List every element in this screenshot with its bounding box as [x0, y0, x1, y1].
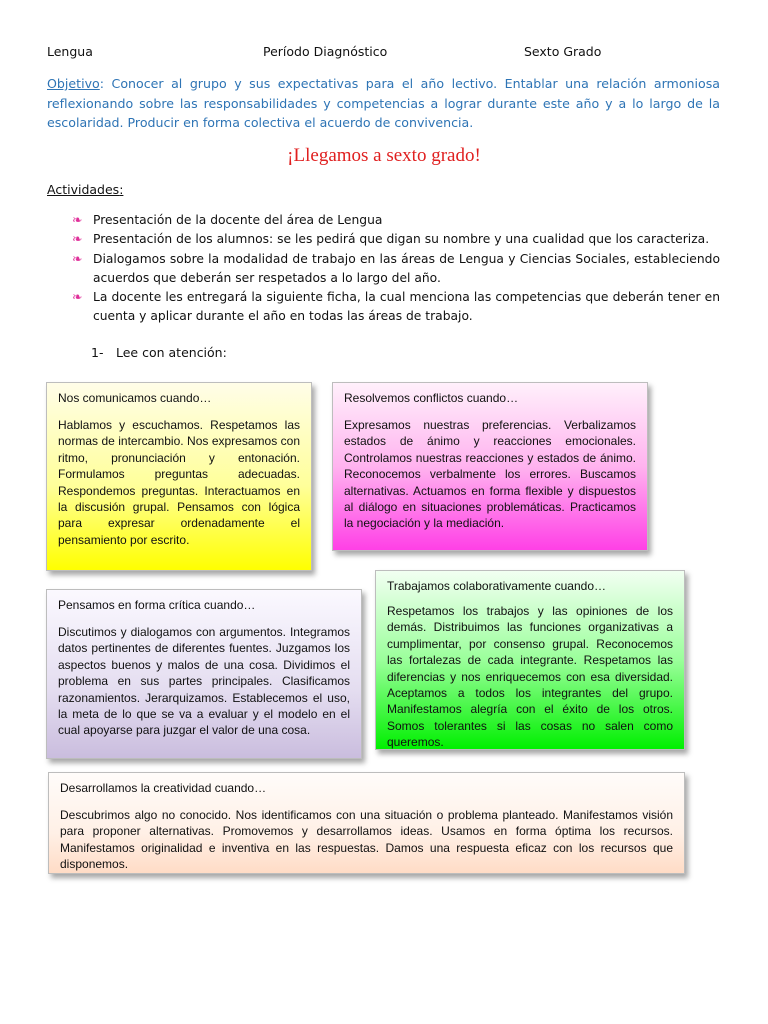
- card-title: Resolvemos conflictos cuando…: [344, 391, 519, 405]
- card-body: Discutimos y dialogamos con argumentos. Integramos datos pertinentes de diferentes fuentes. Juzgamos los aspectos buenos y malos de una cosa. Dividimos el problema en sus partes principales. Clasificamos razonamientos. Jerarquizamos. Establecemos el uso, la meta de lo que se va a evaluar y el modelo en el cual apoyarse para juzgar el valor de una cosa.: [58, 625, 350, 738]
- bullet-icon: ❧: [72, 251, 83, 266]
- card-body: Hablamos y escuchamos. Respetamos las normas de intercambio. Nos expresamos con ritmo, pronunciación y entonación. Formulamos preguntas adecuadas. Respondemos preguntas. Interactuamos en la discusión grupal. Pensamos con lógica para expresar ordenadamente el pensamiento por escrito.: [58, 418, 300, 547]
- card-collaboration: [375, 570, 685, 750]
- instruction: [91, 345, 227, 360]
- list-item: [72, 250, 720, 289]
- instruction-number: 1-: [91, 345, 104, 360]
- header-subject: Lengua: [47, 44, 93, 59]
- activities-list: [72, 211, 720, 327]
- bullet-icon: ❧: [72, 232, 83, 247]
- objective-paragraph: [47, 74, 720, 133]
- list-item: [72, 211, 720, 230]
- card-body: Respetamos los trabajos y las opiniones de los demás. Distribuimos las funciones organizativas a cumplimentar, por consenso grupal. Reconocemos las fortalezas de cada integrante. Respetamos las diferencias y nos enriquecemos con esa diversidad. Aceptamos a todos los integrantes del grupo. Manifestamos alegría con el éxito de los otros. Somos tolerantes si las cosas no salen como queremos.: [387, 604, 673, 750]
- instruction-text: Lee con atención:: [116, 345, 227, 360]
- activities-heading: [47, 182, 123, 197]
- bullet-icon: ❧: [72, 290, 83, 305]
- list-item-text: Dialogamos sobre la modalidad de trabajo en las áreas de Lengua y Ciencias Sociales, estableciendo acuerdos que deberán ser respetados a lo largo del año.: [93, 251, 720, 285]
- header-grade: Sexto Grado: [524, 44, 602, 59]
- card-title: Trabajamos colaborativamente cuando…: [387, 579, 607, 593]
- list-item: [72, 230, 720, 249]
- activities-label: Actividades: [47, 182, 120, 197]
- card-body: Descubrimos algo no conocido. Nos identificamos con una situación o problema planteado. Manifestamos visión para proponer alternativas. Promovemos y desarrollamos ideas. Usamos en forma óptima los recursos. Manifestamos originalidad e inventiva en las respuestas. Damos una respuesta eficaz con los recursos que disponemos.: [60, 808, 673, 872]
- objective-text: Conocer al grupo y sus expectativas para el año lectivo. Entablar una relación armoniosa reflexionando sobre las responsabilidades y competencias a lograr durante este año y a lo largo de la escolaridad. Producir en forma colectiva el acuerdo de convivencia.: [47, 76, 720, 130]
- card-conflict-resolution: [332, 382, 648, 551]
- card-title: Pensamos en forma crítica cuando…: [58, 598, 256, 612]
- card-title: Nos comunicamos cuando…: [58, 391, 212, 405]
- header-period: Período Diagnóstico: [263, 44, 388, 59]
- list-item: [72, 288, 720, 327]
- activities-colon: :: [119, 182, 124, 197]
- card-body: Expresamos nuestras preferencias. Verbalizamos estados de ánimo y reacciones emocionales. Controlamos nuestras reacciones y estados de ánimo. Reconocemos verbalmente los errores. Buscamos alternativas. Actuamos en forma flexible y dispuestos al diálogo en situaciones problemáticas. Practicamos la negociación y la mediación.: [344, 418, 636, 531]
- card-title: Desarrollamos la creatividad cuando…: [60, 781, 267, 795]
- card-creativity: [48, 772, 685, 874]
- bullet-icon: ❧: [72, 213, 83, 227]
- card-communication: [46, 382, 312, 571]
- card-critical-thinking: [46, 589, 362, 759]
- objective-colon: :: [99, 76, 104, 91]
- objective-label: Objetivo: [47, 76, 100, 91]
- list-item-text: Presentación de la docente del área de Lengua: [93, 213, 383, 227]
- list-item-text: La docente les entregará la siguiente ficha, la cual menciona las competencias que deberán tener en cuenta y aplicar durante el año en todas las áreas de trabajo.: [93, 290, 720, 324]
- page-title: ¡Llegamos a sexto grado!: [287, 145, 481, 166]
- list-item-text: Presentación de los alumnos: se les pedirá que digan su nombre y una cualidad que los caracteriza.: [93, 232, 710, 247]
